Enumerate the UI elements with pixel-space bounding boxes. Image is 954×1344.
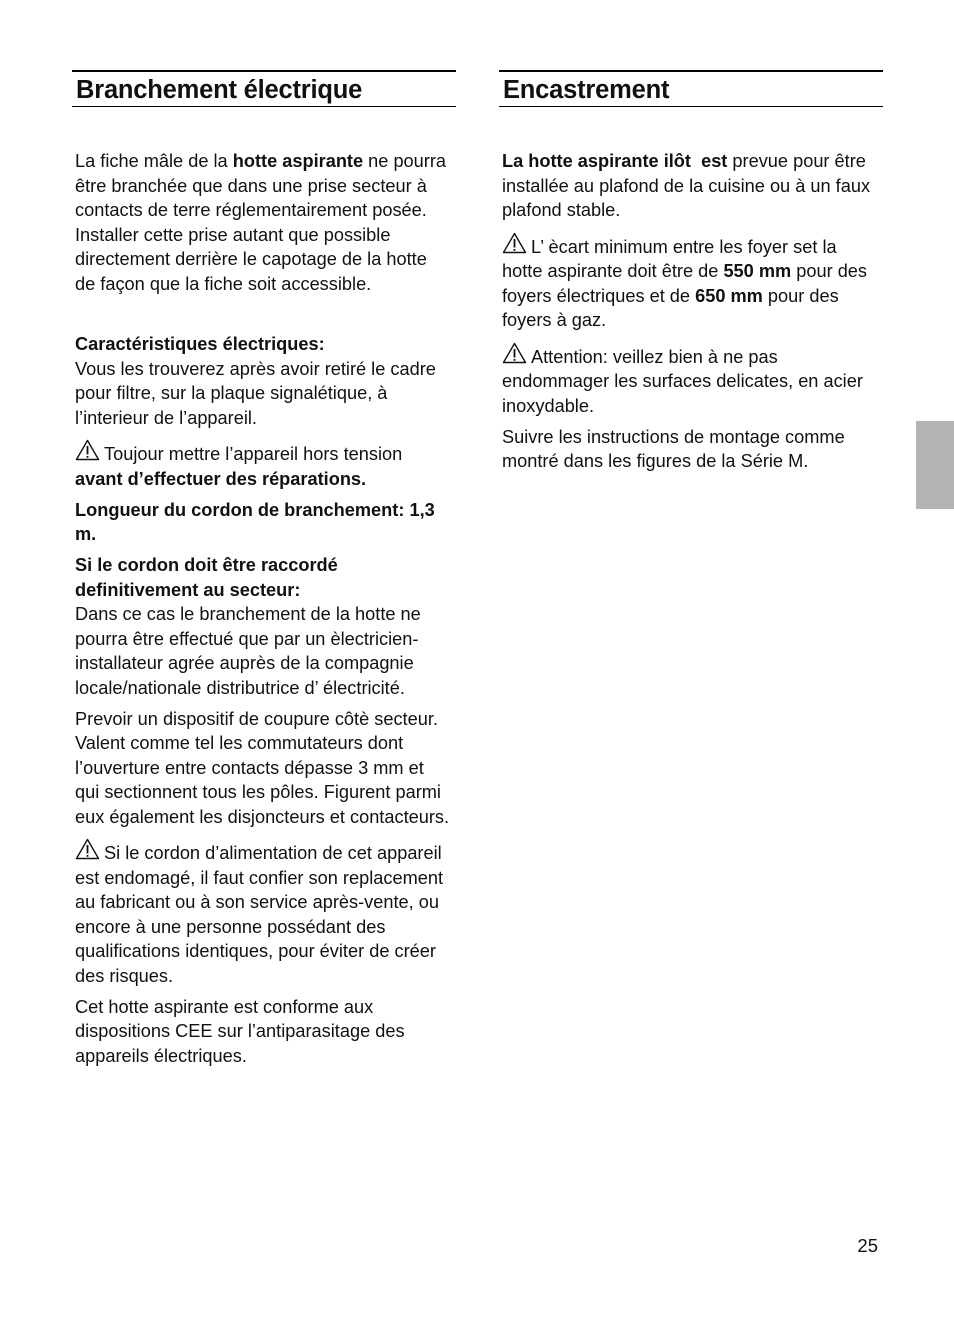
warning-triangle-icon xyxy=(75,439,100,461)
bold-text: La hotte aspirante ilôt est xyxy=(502,151,728,171)
text: Attention: veillez bien à ne pas endommager les surfaces delicates, en acier inoxydable. xyxy=(502,346,863,416)
section-tab-marker xyxy=(916,421,954,509)
page-number: 25 xyxy=(857,1235,878,1256)
bold-text: hotte aspirante xyxy=(232,151,364,171)
warning-hors-tension xyxy=(75,439,452,491)
left-column xyxy=(72,70,456,1075)
paragraph-conformite: Cet hotte aspirante est conforme aux dispositions CEE sur l’antiparasitage des appareils électriques. xyxy=(75,996,405,1066)
warning-surfaces-delicates xyxy=(502,342,879,419)
warning-triangle-icon xyxy=(75,838,100,860)
text: La fiche mâle de la xyxy=(75,151,233,171)
left-body xyxy=(72,149,456,1068)
warning-cordon-endommage xyxy=(75,838,452,988)
text: L’ ècart minimum entre les foyer set la hotte aspirante doit être de xyxy=(502,236,837,281)
cord-length xyxy=(75,498,452,547)
distance-gas: 650 mm xyxy=(695,285,763,306)
text: Si le cordon d’alimentation de cet appareil est endomagé, il faut confier son replacement au fabricant ou à son service après-vente, ou encore à une personne possédant des qualifications identiques, pour éviter de créer des risques. xyxy=(75,843,444,986)
distance-electric: 550 mm xyxy=(723,261,792,281)
bold-text: Longueur du cordon de branchement: 1,3 m. xyxy=(75,499,435,544)
paragraph-montage: Suivre les instructions de montage comme montré dans les figures de la Série M. xyxy=(502,426,845,471)
warning-ecart-minimum xyxy=(502,232,879,333)
heading-cordon-definitif: Si le cordon doit être raccordé definitivement au secteur: xyxy=(75,555,338,600)
text: ne pourra être branchée que dans une prise secteur à contacts de terre réglementairement posée. Installer cette prise autant que possible directement derrière le capotage de la hotte de façon que la fiche soit accessible. xyxy=(75,151,447,294)
section-title-branchement: Branchement électrique xyxy=(72,70,456,107)
right-column xyxy=(499,70,883,480)
warning-triangle-icon xyxy=(502,232,527,254)
text: pour des foyers à gaz. xyxy=(502,285,839,330)
section-title-encastrement: Encastrement xyxy=(499,70,883,107)
text: pour des foyers électriques et de xyxy=(502,261,868,306)
paragraph-installation xyxy=(502,149,879,223)
paragraph-caracteristiques xyxy=(75,332,452,430)
text: Vous les trouverez après avoir retiré le cadre pour filtre, sur la plaque signalétique, à l’interieur de l’appareil. xyxy=(75,358,436,428)
paragraph-fiche xyxy=(75,149,452,296)
bold-text: avant d’effectuer des réparations. xyxy=(75,468,367,489)
heading-caracteristiques: Caractéristiques électriques: xyxy=(75,334,325,354)
text: Toujour mettre l’appareil hors tension xyxy=(104,444,403,464)
right-body xyxy=(499,149,883,474)
paragraph-coupure: Prevoir un dispositif de coupure côtè secteur. Valent comme tel les commutateurs dont l’ouverture entre contacts dépasse 3 mm et qui sectionnent tous les pôles. Figurent parmi eux également les disjoncteurs et contacteurs. xyxy=(75,708,450,827)
warning-triangle-icon xyxy=(502,342,527,364)
paragraph-cordon-definitif xyxy=(75,553,452,700)
text: Dans ce cas le branchement de la hotte ne pourra être effectué que par un èlectricien-installateur agrée auprès de la compagnie locale/nationale distributrice d’ électricité. xyxy=(75,604,421,698)
text: prevue pour être installée au plafond de la cuisine ou à un faux plafond stable. xyxy=(502,151,871,220)
